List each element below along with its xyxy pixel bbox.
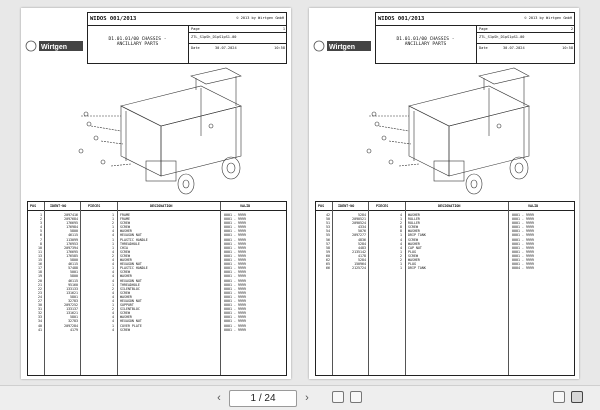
cell-designation: CAP NUT [408, 245, 422, 250]
page-indicator[interactable]: 1 / 24 [229, 390, 297, 407]
cell-pos: 27 [38, 298, 42, 303]
cell-pieces: 2 [400, 221, 402, 226]
cell-designation: SCREW [120, 290, 130, 295]
cell-valid: 0001 - 9999 [224, 213, 246, 217]
cell-designation: SILENTBLOC [120, 286, 140, 291]
cell-pos: 30 [38, 303, 42, 308]
cell-designation: SCREW [120, 327, 130, 332]
cell-pos: 41 [38, 327, 42, 332]
cell-ident-no: 2097416 [64, 213, 78, 217]
cell-valid: 0001 - 9999 [224, 319, 246, 324]
cell-valid: 0001 - 9999 [224, 270, 246, 275]
cell-pieces: 4 [112, 290, 114, 295]
cell-pos: 60 [326, 253, 330, 258]
page-label: Page [191, 27, 200, 31]
table-header [28, 202, 286, 211]
cell-pieces: 4 [112, 298, 114, 303]
cell-ident-no: 4178 [358, 253, 366, 258]
cell-pos: 22 [38, 286, 42, 291]
cell-designation: WASHER [408, 229, 420, 234]
cell-designation: CHIA [120, 245, 128, 250]
cell-pieces: 2 [112, 253, 114, 258]
cell-ident-no: 176984 [66, 225, 78, 230]
cell-pos: 34 [38, 319, 42, 324]
cell-ident-no: 5001 [70, 270, 78, 275]
cell-designation: SUPPORT [120, 303, 134, 308]
cell-valid: 0001 - 9999 [224, 278, 246, 283]
cell-pieces: 4 [112, 249, 114, 254]
cell-designation: THREADHOLE [120, 241, 140, 246]
cell-ident-no: 2125724 [352, 266, 366, 271]
cell-ident-no: 5284 [358, 213, 366, 217]
divider [477, 43, 575, 44]
cell-pos: 54 [326, 229, 330, 234]
cell-pieces: 1 [112, 213, 114, 217]
cell-ident-no: 5800 [70, 274, 78, 279]
cell-pos: 13 [38, 253, 42, 258]
zoom-in-icon[interactable] [350, 391, 362, 403]
cell-valid: 0001 - 9999 [512, 253, 534, 258]
copyright: © 2013 by Wirtgen GmbH [236, 16, 284, 20]
cell-ident-no: 2097394 [64, 245, 78, 250]
cell-pos: 57 [326, 241, 330, 246]
cell-pieces: 1 [112, 303, 114, 308]
section-title [90, 37, 185, 47]
viewer-toolbar [0, 385, 600, 410]
wirtgen-logo [313, 38, 373, 52]
cell-ident-no: 46115 [68, 233, 78, 238]
cell-designation: SCREW [120, 270, 130, 275]
cell-pieces: 1 [112, 266, 114, 271]
table-row [316, 266, 574, 270]
doc-id: ZTL_S1pSh_D1pS1pS1-00 [479, 35, 525, 39]
col-pos: POS [30, 204, 37, 208]
cell-pieces: 4 [112, 262, 114, 267]
cell-pos: 4 [40, 225, 42, 230]
cell-valid: 0001 - 9999 [224, 290, 246, 295]
cell-ident-no: 2135142 [352, 249, 366, 254]
cell-pos: 19 [38, 274, 42, 279]
document-page-2 [309, 8, 579, 379]
cell-designation: WASHER [120, 229, 132, 234]
cell-pieces: 2 [400, 258, 402, 263]
cell-valid: 0001 - 9999 [224, 298, 246, 303]
cell-ident-no: 5076 [358, 229, 366, 234]
cell-valid: 0001 - 9999 [512, 237, 534, 242]
cell-ident-no: 2097277 [352, 233, 366, 238]
header-info [476, 25, 575, 63]
cell-designation: PLUG [408, 249, 416, 254]
cell-pieces: 4 [112, 278, 114, 283]
cell-pieces: 1 [400, 262, 402, 267]
single-page-view-icon[interactable] [553, 391, 565, 403]
cell-pos: 31 [38, 307, 42, 312]
table-body [28, 213, 286, 332]
section-line-2: ANCILLARY PARTS [404, 42, 447, 47]
cell-designation: PLASTIC HANDLE [120, 266, 148, 271]
cell-ident-no: 32783 [68, 298, 78, 303]
cell-pieces: 4 [112, 315, 114, 320]
col-valid: VALID [528, 204, 539, 208]
cell-pos: 50 [326, 217, 330, 222]
cell-designation: WASHER [120, 258, 132, 263]
cell-valid: 0001 - 9999 [224, 274, 246, 279]
cell-pos: 40 [38, 323, 42, 328]
cell-pos: 56 [326, 237, 330, 242]
section-line-1: D1.01.01/00 CHASSIS - [108, 37, 167, 42]
cell-pieces: 4 [112, 258, 114, 263]
table-header [316, 202, 574, 211]
cell-ident-no: 150964 [354, 262, 366, 267]
cell-pos: 23 [38, 290, 42, 295]
cell-designation: FRAME [120, 217, 130, 222]
col-pieces: PIECES [88, 204, 101, 208]
cell-ident-no: 2090524 [352, 221, 366, 226]
cell-valid: 0001 - 9999 [224, 311, 246, 316]
cell-valid: 0001 - 9999 [224, 282, 246, 287]
header-box [375, 12, 575, 64]
cell-ident-no: 131621 [66, 290, 78, 295]
cell-pieces: 8 [400, 229, 402, 234]
cell-ident-no: 5284 [358, 258, 366, 263]
cell-designation: DRIP TANK [408, 266, 426, 271]
cell-designation: FRAME [120, 213, 130, 217]
cell-pieces: 1 [400, 266, 402, 271]
doc-title: WIDOS 001/2013 [378, 16, 425, 22]
cell-pos: 42 [326, 213, 330, 217]
cell-designation: SCREW [120, 225, 130, 230]
table-body [316, 213, 574, 270]
cell-pos: 65 [326, 262, 330, 267]
time-value: 10:58 [562, 46, 573, 50]
cell-designation: ROLLER [408, 217, 420, 222]
cell-valid: 0001 - 9999 [224, 221, 246, 226]
cell-designation: SCREW [120, 311, 130, 316]
cell-pos: 33 [38, 315, 42, 320]
doc-id: ZTL_S1pSh_D1pS1pS1-00 [191, 35, 237, 39]
cell-pieces: 1 [112, 241, 114, 246]
cell-designation: THREADHOLE [120, 282, 140, 287]
cell-ident-no: 5284 [358, 241, 366, 246]
cell-pieces: 2 [112, 307, 114, 312]
parts-table [27, 201, 287, 376]
two-page-view-icon[interactable] [571, 391, 583, 403]
cell-valid: 0001 - 9999 [512, 229, 534, 234]
cell-valid: 0001 - 9999 [512, 225, 534, 230]
cell-valid: 0001 - 9999 [224, 249, 246, 254]
cell-designation: HEXAGON NUT [120, 262, 142, 267]
col-ident: IDENT-NO [50, 204, 67, 208]
cell-ident-no: 32783 [68, 319, 78, 324]
cell-pieces: 4 [112, 274, 114, 279]
divider [189, 43, 287, 44]
copyright: © 2013 by Wirtgen GmbH [524, 16, 572, 20]
cell-pos: 32 [38, 311, 42, 316]
date-value: 30.07.2024 [503, 46, 525, 50]
document-page-1 [21, 8, 291, 379]
cell-pos: 1 [40, 213, 42, 217]
cell-ident-no: 4836 [358, 237, 366, 242]
parts-table [315, 201, 575, 376]
cell-designation: COVER PLATE [120, 323, 142, 328]
cell-designation: WASHER [120, 274, 132, 279]
cell-valid: 0001 - 9999 [512, 245, 534, 250]
cell-valid: 0001 - 9999 [224, 286, 246, 291]
cell-ident-no: 57488 [68, 266, 78, 271]
cell-valid: 0001 - 9999 [224, 323, 246, 328]
section-line-2: ANCILLARY PARTS [116, 42, 159, 47]
cell-pos: 10 [38, 245, 42, 250]
cell-pieces: 2 [400, 253, 402, 258]
cell-pos: 5 [40, 229, 42, 234]
cell-pos: 7 [40, 237, 42, 242]
cell-pos: 53 [326, 225, 330, 230]
col-designation: DESIGNATION [150, 204, 173, 208]
cell-valid: 0001 - 9999 [224, 253, 246, 258]
cell-valid: 0001 - 9999 [224, 303, 246, 308]
cell-designation: WASHER [408, 213, 420, 217]
cell-ident-no: 5801 [70, 294, 78, 299]
cell-valid: 0001 - 9999 [512, 249, 534, 254]
cell-pieces: 4 [400, 237, 402, 242]
cell-ident-no: 131621 [66, 311, 78, 316]
cell-valid: 0001 - 9999 [224, 245, 246, 250]
cell-pieces: 4 [400, 241, 402, 246]
cell-pos: 21 [38, 282, 42, 287]
cell-pieces: 8 [400, 225, 402, 230]
cell-ident-no: 2090521 [352, 217, 366, 222]
cell-pieces: 1 [112, 323, 114, 328]
cell-designation: SCREW [408, 225, 418, 230]
col-pos: POS [318, 204, 325, 208]
cell-pos: 15 [38, 258, 42, 263]
cell-pos: 55 [326, 233, 330, 238]
cell-valid: 0001 - 9999 [224, 262, 246, 267]
cell-valid: 0001 - 9999 [512, 258, 534, 263]
date-value: 30.07.2024 [215, 46, 237, 50]
cell-pieces: 1 [112, 225, 114, 230]
col-ident: IDENT-NO [338, 204, 355, 208]
col-designation: DESIGNATION [438, 204, 461, 208]
cell-designation: WASHER [408, 258, 420, 263]
cell-ident-no: 176695 [66, 249, 78, 254]
cell-pieces: 4 [112, 294, 114, 299]
cell-pieces: 4 [112, 270, 114, 275]
cell-valid: 0004 - 9999 [512, 266, 534, 271]
cell-ident-no: 4179 [70, 327, 78, 332]
cell-designation: SCREW [120, 249, 130, 254]
cell-designation: SILENTBLOC [120, 307, 140, 312]
cell-ident-no: 5800 [70, 258, 78, 263]
cell-valid: 0001 - 9999 [224, 225, 246, 230]
cell-valid: 0001 - 9999 [224, 233, 246, 238]
cell-valid: 0001 - 9999 [512, 217, 534, 222]
cell-pos: 18 [38, 270, 42, 275]
cell-pos: 16 [38, 262, 42, 267]
cell-valid: 0001 - 9999 [224, 307, 246, 312]
cell-designation: SCREW [408, 253, 418, 258]
cell-pieces: 1 [112, 245, 114, 250]
section-title [378, 37, 473, 47]
cell-ident-no: 4483 [358, 245, 366, 250]
section-line-1: D1.01.01/00 CHASSIS - [396, 37, 455, 42]
page-label: Page [479, 27, 488, 31]
cell-ident-no: 46115 [68, 278, 78, 283]
wirtgen-logo [25, 38, 85, 52]
cell-pieces: 1 [400, 249, 402, 254]
cell-designation: WASHER [120, 315, 132, 320]
cell-pieces: 4 [112, 311, 114, 316]
time-value: 10:58 [274, 46, 285, 50]
cell-ident-no: 46115 [68, 262, 78, 267]
cell-ident-no: 176695 [66, 221, 78, 226]
cell-ident-no: 5801 [70, 315, 78, 320]
cell-valid: 0001 - 9999 [512, 233, 534, 238]
cell-pos: 62 [326, 258, 330, 263]
divider [189, 32, 287, 33]
cell-valid: 0001 - 9999 [512, 241, 534, 246]
cell-pieces: 4 [112, 327, 114, 332]
cell-designation: PLASTIC HANDLE [120, 237, 148, 242]
col-valid: VALID [240, 204, 251, 208]
cell-pieces: 4 [400, 245, 402, 250]
cell-pos: 11 [38, 249, 42, 254]
cell-designation: DRIP TANK [408, 233, 426, 238]
cell-ident-no: 2097252 [64, 303, 78, 308]
header-info [188, 25, 287, 63]
cell-designation: WASHER [408, 241, 420, 246]
cell-pos: 59 [326, 249, 330, 254]
cell-valid: 0001 - 9999 [224, 237, 246, 242]
cell-valid: 0001 - 9999 [224, 266, 246, 271]
date-label: Date [191, 46, 200, 50]
cell-pos: 51 [326, 221, 330, 226]
cell-ident-no: 5800 [70, 229, 78, 234]
cell-ident-no: 133137 [66, 307, 78, 312]
cell-ident-no: 95160 [68, 282, 78, 287]
chevron-right-icon[interactable]: › [305, 392, 309, 404]
cell-ident-no: 2097284 [64, 323, 78, 328]
doc-title: WIDOS 001/2013 [90, 16, 137, 22]
cell-designation: SCREW [120, 221, 130, 226]
cell-pieces: 2 [112, 286, 114, 291]
cell-pieces: 1 [112, 282, 114, 287]
cell-pieces: 1 [112, 237, 114, 242]
cell-valid: 0001 - 9999 [224, 315, 246, 320]
cell-pos: 3 [40, 221, 42, 226]
cell-ident-no: 2097684 [64, 217, 78, 222]
page-value: 1 [282, 27, 285, 31]
cell-pieces: 4 [112, 233, 114, 238]
cell-ident-no: 4334 [358, 225, 366, 230]
col-pieces: PIECES [376, 204, 389, 208]
logo-text: Wirtgen [329, 44, 355, 51]
cell-pieces: 4 [400, 213, 402, 217]
date-label: Date [479, 46, 488, 50]
table-row [28, 328, 286, 332]
cell-valid: 0001 - 9999 [224, 229, 246, 234]
cell-designation: SCREW [408, 237, 418, 242]
cell-designation: HEXAGON NUT [120, 298, 142, 303]
exploded-view-drawing [339, 66, 551, 196]
cell-designation: ROLLER [408, 221, 420, 226]
cell-valid: 0001 - 9999 [224, 258, 246, 263]
cell-pos: 6 [40, 233, 42, 238]
cell-ident-no: 176953 [66, 241, 78, 246]
cell-pieces: 1 [400, 217, 402, 222]
cell-pos: 2 [40, 217, 42, 222]
cell-designation: HEXAGON NUT [120, 319, 142, 324]
cell-pos: 8 [40, 241, 42, 246]
cell-pieces: 4 [112, 229, 114, 234]
cell-valid: 0001 - 9999 [224, 294, 246, 299]
cell-valid: 0001 - 9999 [224, 217, 246, 222]
cell-designation: HEXAGON NUT [120, 233, 142, 238]
cell-pos: 24 [38, 294, 42, 299]
cell-pieces: 2 [112, 221, 114, 226]
cell-pieces: 1 [112, 217, 114, 222]
cell-ident-no: 113099 [66, 237, 78, 242]
cell-designation: PLUG [408, 262, 416, 267]
cell-valid: 0001 - 9999 [512, 262, 534, 267]
cell-valid: 0001 - 9999 [512, 213, 534, 217]
chevron-left-icon[interactable]: ‹ [217, 392, 221, 404]
page-value: 2 [570, 27, 573, 31]
cell-valid: 0001 - 9999 [224, 327, 246, 332]
cell-designation: WASHER [120, 294, 132, 299]
cell-ident-no: 176585 [66, 253, 78, 258]
cell-pos: 17 [38, 266, 42, 271]
cell-valid: 0001 - 9999 [512, 221, 534, 226]
divider [477, 32, 575, 33]
cell-valid: 0001 - 9999 [224, 241, 246, 246]
cell-pos: 20 [38, 278, 42, 283]
cell-pieces: 1 [400, 233, 402, 238]
cell-designation: HEXAGON NUT [120, 278, 142, 283]
header-box [87, 12, 287, 64]
cell-pos: 66 [326, 266, 330, 271]
zoom-out-icon[interactable] [332, 391, 344, 403]
cell-designation: SCREW [120, 253, 130, 258]
cell-pieces: 4 [112, 319, 114, 324]
exploded-view-drawing [51, 66, 263, 196]
cell-ident-no: 133133 [66, 286, 78, 291]
logo-text: Wirtgen [41, 44, 67, 51]
cell-pos: 58 [326, 245, 330, 250]
